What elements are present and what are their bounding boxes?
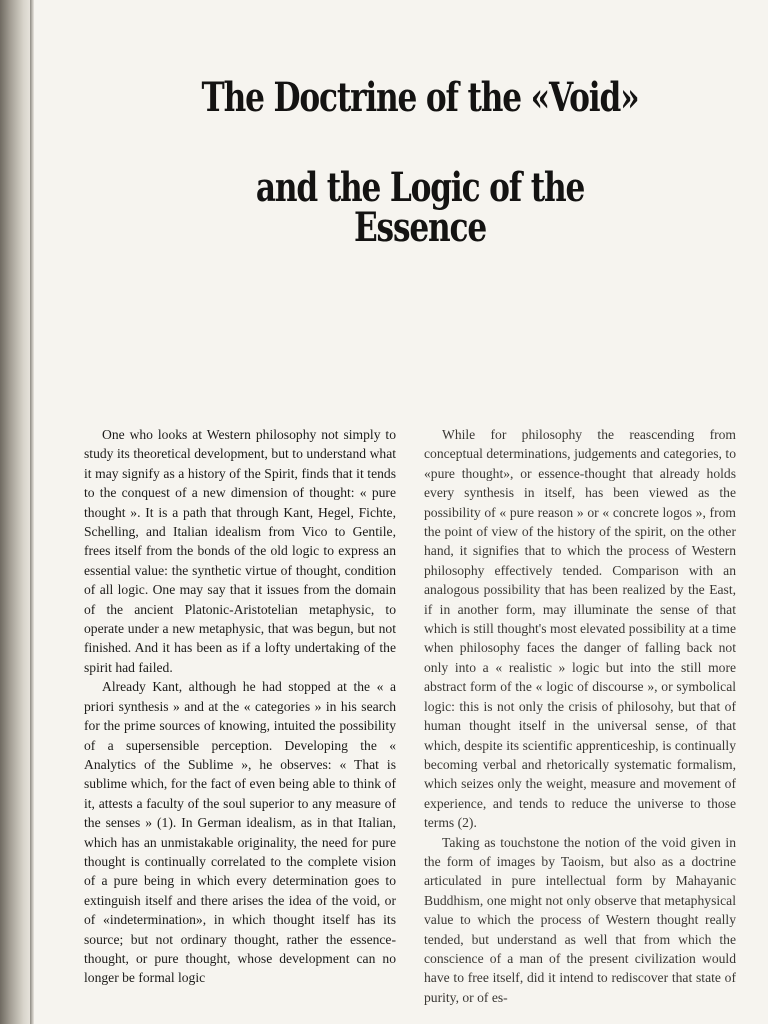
paragraph: One who looks at Western philosophy not simply to study its theoretical development, but to understand what it may signify as a history of the Spirit, finds that it tends to the conquest of a new dimension of thought: « pure thought ». It is a path that through Kant, Hegel, Fichte, Schelling, and Italian idealism from Vico to Gentile, frees itself from the bonds of the old logic to express an essential value: the synthetic virtue of thought, condition of all logic. One may say that it issues from the domain of the ancient Platonic-Aristotelian metaphysic, to operate under a new metaphysic, that was begun, but not finished. And it has been as if a lofty undertaking of the spirit had failed. <box>84 427 396 675</box>
right-text-column <box>424 425 736 1024</box>
page-gutter-edge <box>30 0 34 1024</box>
book-spine-shadow <box>0 0 34 1024</box>
paragraph: Already Kant, although he had stopped at the « a priori synthesis » and at the « categories » in his search for the prime sources of knowing, intuited the possibility of a supersensible perception. Developing the « Analytics of the Sublime », he observes: « That is sublime which, for the fact of even being able to think of it, attests a faculty of the soul superior to any measure of the senses » (1). In German idealism, as in that Italian, which has an unmistakable originality, the need for pure thought is continually correlated to the complete vision of a pure being in which every determination goes to extinguish itself and there arises the idea of the void, or of «indetermination», in which thought itself has its source; but not ordinary thought, rather the essence-thought, or pure thought, whose development can no longer be formal logic <box>84 679 396 986</box>
left-text-column <box>84 425 396 1024</box>
article-title-line-1: The Doctrine of the «Void» <box>201 74 639 121</box>
paragraph: Taking as touchstone the notion of the void given in the form of images by Taoism, but also as a doctrine articulated in pure intellectual form by Mahayanic Buddhism, one might not only observe that metaphysical value to which the process of Western thought really tended, but understand as well that from which the conscience of a man of the present civilization would have to free itself, did it intend to rediscover that state of purity, or of es- <box>424 834 736 1005</box>
article-title-line-2: and the Logic of the Essence <box>255 164 585 251</box>
paragraph: While for philosophy the reascending from conceptual determinations, judgements and categories, to «pure thought», or essence-thought that already holds every synthesis in itself, has been viewed as the possibility of « pure reason » or « concrete logos », from the point of view of the history of the spirit, on the other hand, it signifies that to which the process of Western philosophy effectively tended. Comparison with an analogous possibility that has been realized by the East, if in another form, may illuminate the sense of that which is still thought's most elevated possibility at a time when philosophy faces the danger of falling back not only into a « realistic » logic but into the still more abstract form of the « logic of discourse », or symbolical logic: this is not only the crisis of philosohy, but that of human thought itself in the universal sense, of that which, despite its scientific apprenticeship, is continually becoming verbal and rhetorically systematic formalism, which seizes only the weight, measure and movement of experience, and tends to reduce the universe to those terms (2). <box>424 427 736 831</box>
